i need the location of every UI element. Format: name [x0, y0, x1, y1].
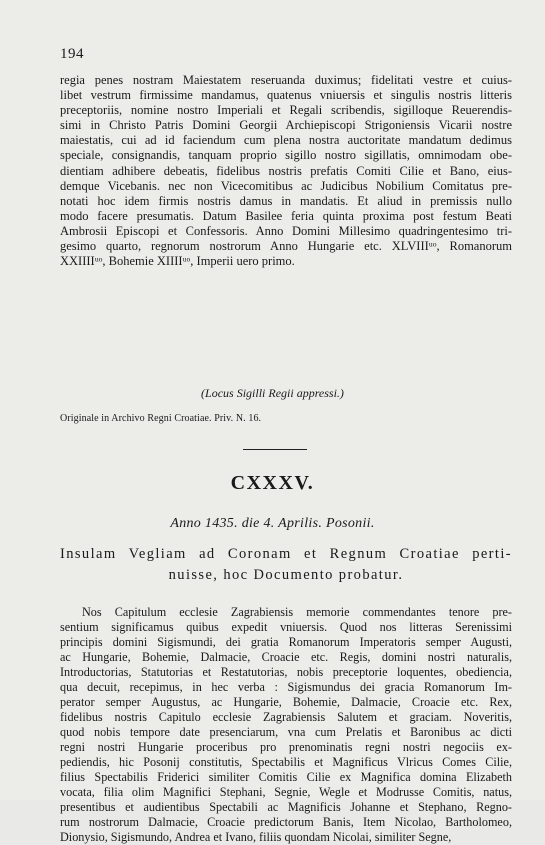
- text-line: speciale, consignandis, tanquam proprio sigillo nostro sigillatis, omnimodam obe-: [60, 148, 512, 163]
- text-line: vocata, filia olim Magnifici Stephani, Segnie, Wegle et Modrusse Comitis, natus,: [60, 785, 512, 799]
- original-source-note: Originale in Archivo Regni Croatiae. Priv. N. 16.: [60, 413, 262, 424]
- text-line: filius Spectabilis Friderici similiter Comitis Cilie ex Magnifica domina Elizabeth: [60, 770, 512, 784]
- text-line: gesimo quarto, regnorum nostrorum Anno Hungarie etc. XLVIIIᵘᵒ, Romanorum: [60, 239, 512, 254]
- text-line: sentium significamus quibus expedit vniuersis. Quod nos litteras Serenissimi: [60, 620, 512, 634]
- text-line: regia penes nostram Maiestatem reseruanda duximus; fidelitati vestre et cuius-: [60, 73, 512, 87]
- text-line: principis domini Sigismundi, dei gratia Romanorum Imperatoris semper Augusti,: [60, 635, 512, 649]
- text-line: Dionysio, Sigismundo, Andrea et Ivano, filiis quondam Nicolai, similiter Segne,: [60, 830, 452, 844]
- text-line: libet vestrum firmissime mandamus, quatenus vniuersis et singulis nostris litteris: [60, 88, 512, 103]
- text-line: notati hoc idem firmis nostris damus in mandatis. Et aliud in premissis nullo: [60, 193, 512, 208]
- text-line: dientiam adhibere debeatis, fidelibus nostris prefatis Comiti Cilie et Bano, eius-: [60, 163, 512, 178]
- date-line: Anno 1435. die 4. Aprilis. Posonii.: [170, 516, 375, 531]
- page-number: 194: [60, 46, 84, 62]
- text-line: Introductorias, Statutorias et Restatutorias, nobis preceptorie loquentes, obediencia,: [60, 665, 512, 679]
- text-line: perator semper Augustus, ac Hungarie, Bohemie, Dalmacie, Croacie etc. Rex,: [60, 695, 512, 709]
- text-line: pediendis, hic Posonij constitutis, Spectabilis et Magnificus Vlricus Comes Cilie,: [60, 755, 512, 769]
- seal-note: (Locus Sigilli Regii appressi.): [201, 386, 344, 400]
- text-line: presentibus et audientibus Spectabili ac Magnificis Johanne et Stephano, Regno-: [60, 800, 512, 814]
- main-text-block: [60, 605, 512, 845]
- text-line: fidelibus nostris Capitulo ecclesie Zagrabiensis Salutem et graciam. Noveritis,: [60, 710, 512, 724]
- heading-line-2: nuisse, hoc Documento probatur.: [168, 567, 404, 583]
- heading-line-1: Insulam Vegliam ad Coronam et Regnum Croatiae perti-: [60, 546, 512, 562]
- text-line: simi in Christo Patris Domini Georgii Archiepiscopi Strigoniensis Vicarii nostre: [60, 118, 512, 133]
- section-divider: [243, 449, 307, 450]
- text-line: rum nostrorum Dalmacie, Croacie predictorum Banis, Item Nicolao, Bartholomeo,: [60, 815, 512, 829]
- document-number: CXXXV.: [230, 472, 315, 494]
- text-line: qua decuit, recepimus, in hec verba : Sigismundus dei gracia Romanorum Im-: [60, 680, 512, 694]
- first-text-block: [60, 73, 512, 269]
- text-line: Nos Capitulum ecclesie Zagrabiensis memorie commendantes tenore pre-: [82, 605, 512, 619]
- document-heading: [60, 544, 512, 586]
- text-line: preceptoriis, nomine nostro Imperiali et Regali scribendis, sigilloque Reuerendis-: [60, 103, 512, 118]
- text-line: Ambrosii Episcopi et Confessoris. Anno Domini Millesimo quadringentesimo tri-: [60, 223, 512, 238]
- text-line: demque Vicebanis. nec non Vicecomitibus ac Judicibus Nobilium Comitatus pre-: [60, 178, 512, 193]
- text-line: quod nobis tempore date presenciarum, vna cum Prelatis et Baronibus ac dicti: [60, 725, 512, 739]
- text-line: ac Hungarie, Bohemie, Dalmacie, Croacie etc. Regis, domini nostri naturalis,: [60, 650, 512, 664]
- text-line: modo facere presumatis. Datum Basilee feria quinta proxima post festum Beati: [60, 208, 512, 223]
- text-line: maiestatis, cui ad id faciendum cum plena nostra auctoritate mandatum dedimus: [60, 133, 512, 148]
- text-line: regni nostri Hungarie proceribus pro prenominatis regni nostri negociis ex-: [60, 740, 512, 754]
- text-line: XXIIIIᵘᵒ, Bohemie XIIIIᵘᵒ, Imperii uero primo.: [60, 254, 295, 269]
